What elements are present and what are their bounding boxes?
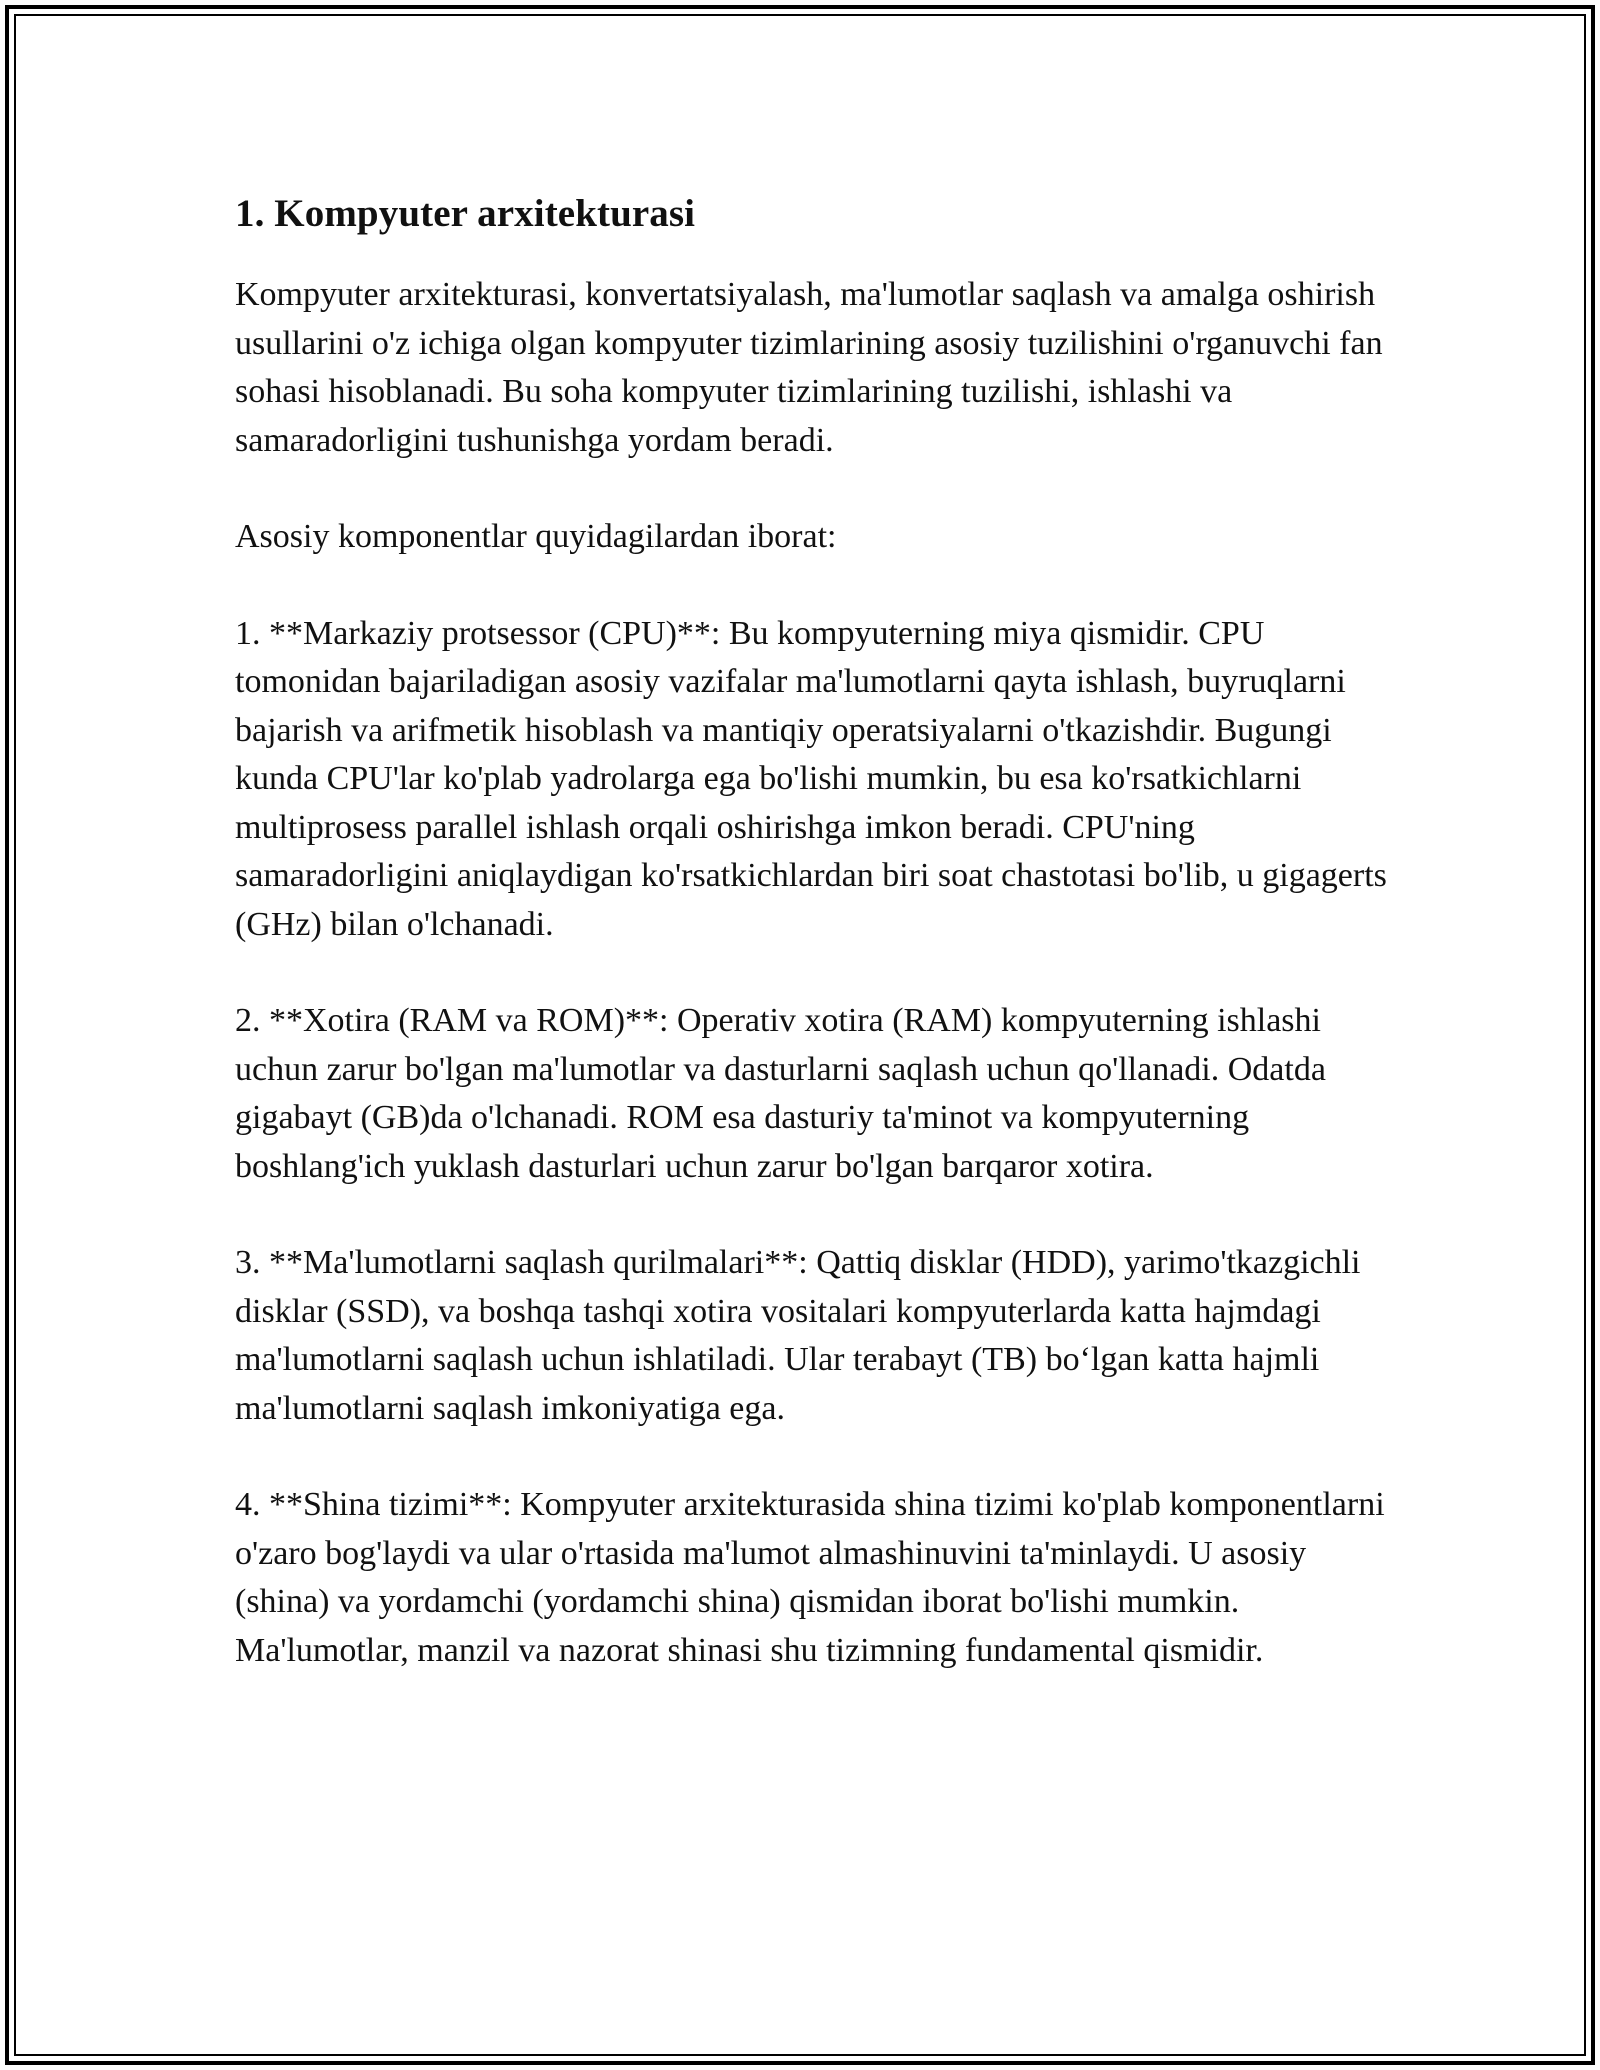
document-title: 1. Kompyuter arxitekturasi [235, 192, 696, 235]
storage-paragraph: 3. **Ma'lumotlarni saqlash qurilmalari**: Qattiq disklar (HDD), yarimo'tkazgichli disklar (SSD), va boshqa tashqi xotira vositalari kompyuterlarda katta hajmdagi ma'lumotlarni saqlash uchun ishlatiladi. Ular terabayt (TB) bo‘lgan katta hajmli ma'lumotlarni saqlash imkoniyatiga ega. [235, 1244, 1361, 1427]
memory-paragraph: 2. **Xotira (RAM va ROM)**: Operativ xotira (RAM) kompyuterning ishlashi uchun zarur bo'lgan ma'lumotlar va dasturlarni saqlash uchun qo'llanadi. Odatda gigabayt (GB)da o'lchanadi. ROM esa dasturiy ta'minot va kompyuterning boshlang'ich yuklash dasturlari uchun zarur bo'lgan barqaror xotira. [235, 1002, 1326, 1185]
components-lead-paragraph: Asosiy komponentlar quyidagilardan iborat: [235, 518, 837, 555]
document-body [235, 185, 1395, 1675]
cpu-paragraph: 1. **Markaziy protsessor (CPU)**: Bu kompyuterning miya qismidir. CPU tomonidan bajariladigan asosiy vazifalar ma'lumotlarni qayta ishlash, buyruqlarni bajarish va arifmetik hisoblash va mantiqiy operatsiyalarni o'tkazishdir. Bugungi kunda CPU'lar ko'plab yadrolarga ega bo'lishi mumkin, bu esa ko'rsatkichlarni multiprosess parallel ishlash orqali oshirishga imkon beradi. CPU'ning samaradorligini aniqlaydigan ko'rsatkichlardan biri soat chastotasi bo'lib, u gigagerts (GHz) bilan o'lchanadi. [235, 614, 1387, 943]
intro-paragraph: Kompyuter arxitekturasi, konvertatsiyalash, ma'lumotlar saqlash va amalga oshirish usullarini o'z ichiga olgan kompyuter tizimlarining asosiy tuzilishini o'rganuvchi fan sohasi hisoblanadi. Bu soha kompyuter tizimlarining tuzilishi, ishlashi va samaradorligini tushunishga yordam beradi. [235, 276, 1383, 459]
bus-system-paragraph: 4. **Shina tizimi**: Kompyuter arxitekturasida shina tizimi ko'plab komponentlarni o'zaro bog'laydi va ular o'rtasida ma'lumot almashinuvini ta'minlaydi. U asosiy (shina) va yordamchi (yordamchi shina) qismidan iborat bo'lishi mumkin. Ma'lumotlar, manzil va nazorat shinasi shu tizimning fundamental qismidir. [235, 1486, 1385, 1669]
